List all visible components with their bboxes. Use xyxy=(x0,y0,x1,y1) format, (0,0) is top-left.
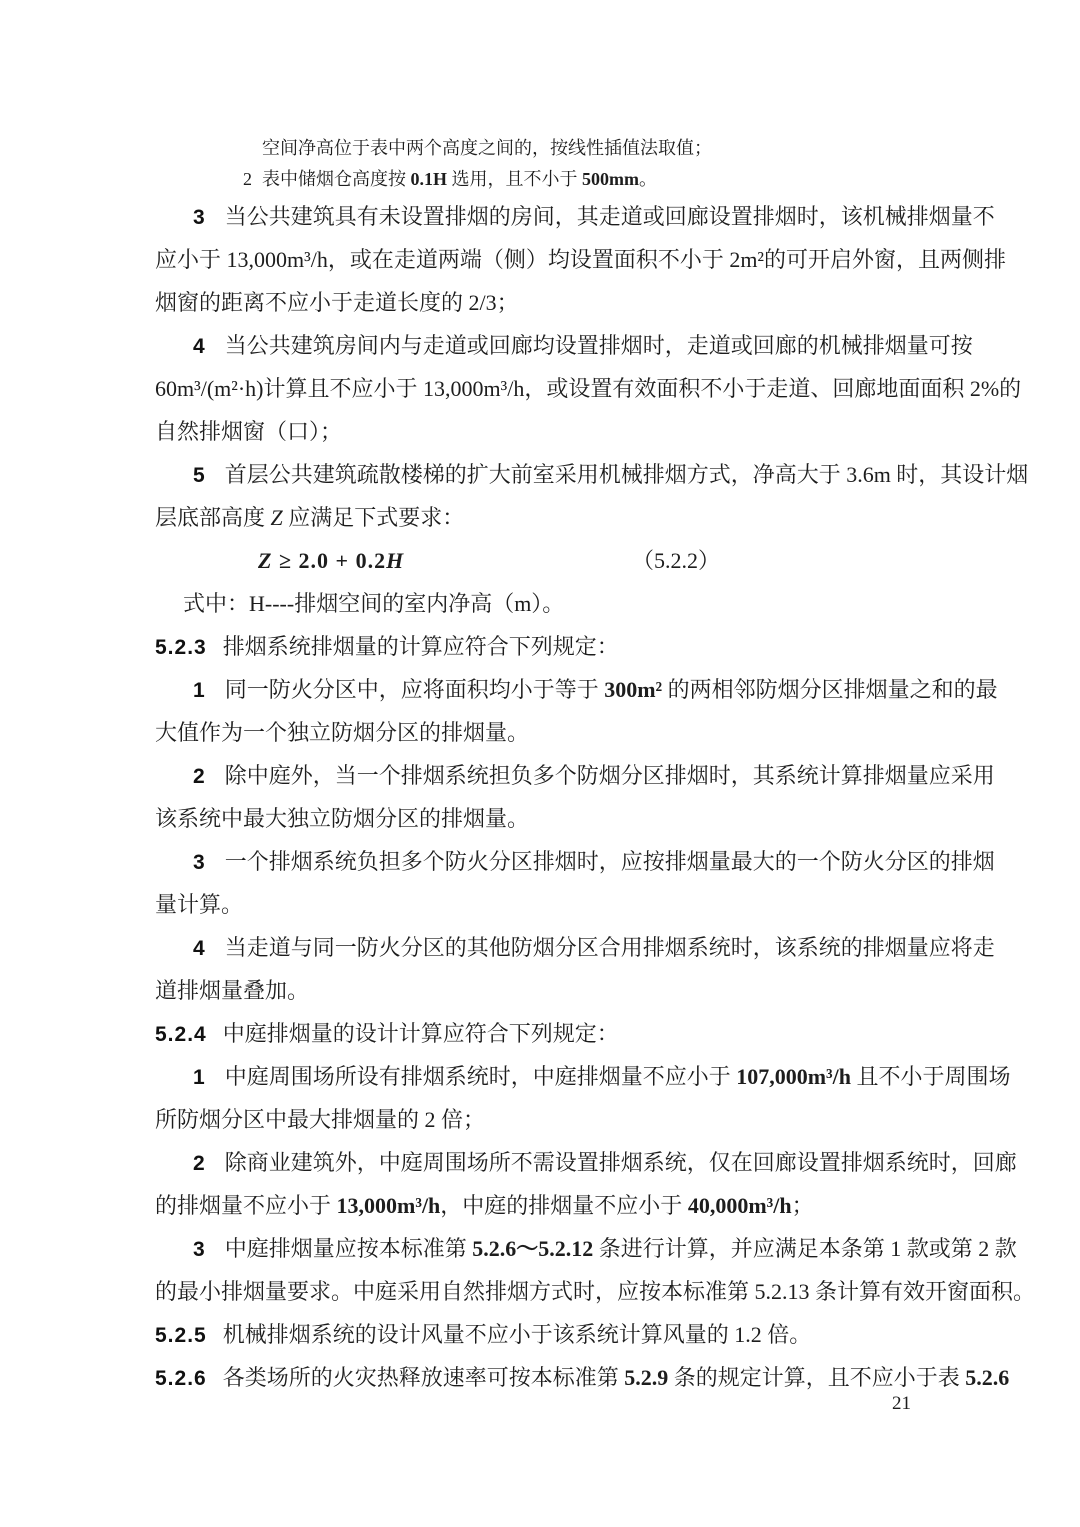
text-segment: 该系统中最大独立防烟分区的排烟量。 xyxy=(155,806,530,831)
text-line xyxy=(155,883,911,926)
item-line xyxy=(155,926,995,969)
item-line xyxy=(155,1055,1011,1098)
item-number: 4 xyxy=(193,937,205,960)
clause-number: 5.2.4 xyxy=(155,1023,207,1046)
text-line xyxy=(155,281,911,324)
text-segment: ≥ 2.0 + 0.2 xyxy=(278,548,387,573)
item-number: 1 xyxy=(193,1066,205,1089)
text-segment: 13,000m³/h xyxy=(336,1193,441,1218)
text-segment: 500mm xyxy=(582,169,640,189)
text-segment: 层底部高度 xyxy=(155,505,271,530)
item-line xyxy=(155,668,998,711)
text-line xyxy=(155,238,1007,281)
text-line xyxy=(155,496,911,539)
item-line xyxy=(155,324,973,367)
text-line xyxy=(155,582,911,625)
text-segment: Z xyxy=(258,548,279,573)
text-segment: 且不小于周围场 xyxy=(850,1064,1011,1089)
item-line xyxy=(155,195,995,238)
text-segment: 自然排烟窗（口）； xyxy=(155,419,343,444)
text-segment: 。 xyxy=(639,169,658,189)
equation-number: （5.2.2） xyxy=(632,548,721,573)
text-segment: 选用，且不小于 xyxy=(447,169,583,189)
text-segment: 中庭排烟量应按本标准第 xyxy=(224,1236,473,1261)
text-segment: 所防烟分区中最大排烟量的 2 倍； xyxy=(155,1107,486,1132)
item-line xyxy=(155,1141,1017,1184)
text-segment: 式中：H----排烟空间的室内净高（m）。 xyxy=(183,591,565,616)
clause-number: 5.2.6 xyxy=(155,1367,207,1390)
body-text-block xyxy=(155,195,1036,1399)
formula-expression xyxy=(258,548,404,573)
text-segment: ，中庭的排烟量不应小于 xyxy=(440,1193,688,1218)
clause-line xyxy=(155,625,911,668)
text-segment: 除中庭外，当一个排烟系统担负多个防烟分区排烟时，其系统计算排烟量应采用 xyxy=(224,763,995,788)
text-segment: 应小于 13,000m³/h，或在走道两端（侧）均设置面积不小于 2m²的可开启外窗，且两侧排 xyxy=(155,247,1007,272)
note-number: 2 xyxy=(243,169,252,189)
item-number: 3 xyxy=(193,1238,205,1261)
text-segment: 当公共建筑具有未设置排烟的房间，其走道或回廊设置排烟时，该机械排烟量不 xyxy=(224,204,995,229)
text-segment: 的排烟量不应小于 xyxy=(155,1193,337,1218)
text-segment: 5.2.6～5.2.12 xyxy=(472,1236,594,1261)
text-segment: ； xyxy=(791,1193,814,1218)
clause-number: 5.2.3 xyxy=(155,636,207,659)
text-segment: 当走道与同一防火分区的其他防烟分区合用排烟系统时，该系统的排烟量应将走 xyxy=(224,935,995,960)
text-segment: 烟窗的距离不应小于走道长度的 2/3； xyxy=(155,290,519,315)
text-line xyxy=(155,1184,911,1227)
text-segment: 300m² xyxy=(604,677,663,702)
item-line xyxy=(155,1227,1017,1270)
text-segment: 排烟系统排烟量的计算应符合下列规定： xyxy=(222,634,619,659)
text-segment: 中庭排烟量的设计计算应符合下列规定： xyxy=(222,1021,619,1046)
text-segment: 的两相邻防烟分区排烟量之和的最 xyxy=(662,677,998,702)
text-segment: 各类场所的火灾热释放速率可按本标准第 xyxy=(222,1365,625,1390)
text-segment: 同一防火分区中，应将面积均小于等于 xyxy=(224,677,605,702)
text-segment: 的最小排烟量要求。中庭采用自然排烟方式时，应按本标准第 5.2.13 条计算有效开窗面积。 xyxy=(155,1279,1036,1304)
note-line xyxy=(155,164,911,195)
text-line xyxy=(155,1098,911,1141)
item-number: 5 xyxy=(193,464,205,487)
text-segment: 5.2.6 xyxy=(965,1365,1010,1390)
text-segment: 条进行计算，并应满足本条第 1 款或第 2 款 xyxy=(593,1236,1017,1261)
item-number: 3 xyxy=(193,851,205,874)
item-number: 4 xyxy=(193,335,205,358)
text-segment: 一个排烟系统负担多个防火分区排烟时，应按排烟量最大的一个防火分区的排烟 xyxy=(224,849,995,874)
text-segment: 40,000m³/h xyxy=(687,1193,792,1218)
clause-line xyxy=(155,1012,911,1055)
text-segment: 中庭周围场所设有排烟系统时，中庭排烟量不应小于 xyxy=(224,1064,737,1089)
text-segment: 空间净高位于表中两个高度之间的，按线性插值法取值； xyxy=(262,138,712,158)
text-segment: 107,000m³/h xyxy=(736,1064,851,1089)
text-line xyxy=(155,1270,1036,1313)
text-segment: 除商业建筑外，中庭周围场所不需设置排烟系统，仅在回廊设置排烟系统时，回廊 xyxy=(224,1150,1017,1175)
text-segment: 大值作为一个独立防烟分区的排烟量。 xyxy=(155,720,530,745)
clause-line xyxy=(155,1313,911,1356)
formula-line xyxy=(155,539,911,582)
text-segment: 量计算。 xyxy=(155,892,244,917)
note-line xyxy=(155,133,911,164)
item-number: 1 xyxy=(193,679,205,702)
text-line xyxy=(155,367,1022,410)
page-content xyxy=(155,133,1036,1399)
text-line xyxy=(155,969,911,1012)
text-segment: 0.1H xyxy=(410,169,448,189)
text-segment: 首层公共建筑疏散楼梯的扩大前室采用机械排烟方式，净高大于 3.6m 时，其设计烟 xyxy=(224,462,1029,487)
text-segment: 表中储烟仓高度按 xyxy=(262,169,411,189)
text-segment: 机械排烟系统的设计风量不应小于该系统计算风量的 1.2 倍。 xyxy=(222,1322,812,1347)
notes-block xyxy=(155,133,911,195)
item-number: 2 xyxy=(193,765,205,788)
text-segment: 条的规定计算，且不应小于表 xyxy=(668,1365,966,1390)
text-segment: H xyxy=(386,548,405,573)
item-line xyxy=(155,754,995,797)
clause-number: 5.2.5 xyxy=(155,1324,207,1347)
item-number: 3 xyxy=(193,206,205,229)
text-segment: 当公共建筑房间内与走道或回廊均设置排烟时，走道或回廊的机械排烟量可按 xyxy=(224,333,973,358)
item-number: 2 xyxy=(193,1152,205,1175)
item-line xyxy=(155,453,1029,496)
text-line xyxy=(155,410,911,453)
text-line xyxy=(155,711,911,754)
text-line xyxy=(155,797,911,840)
text-segment: 60m³/(m²·h)计算且不应小于 13,000m³/h，或设置有效面积不小于走道、回廊地面面积 2%的 xyxy=(155,376,1022,401)
item-line xyxy=(155,840,995,883)
text-segment: 5.2.9 xyxy=(624,1365,669,1390)
text-segment: 道排烟量叠加。 xyxy=(155,978,310,1003)
text-segment: 应满足下式要求： xyxy=(282,505,465,530)
page-number: 21 xyxy=(892,1393,911,1414)
text-segment: Z xyxy=(270,505,283,530)
